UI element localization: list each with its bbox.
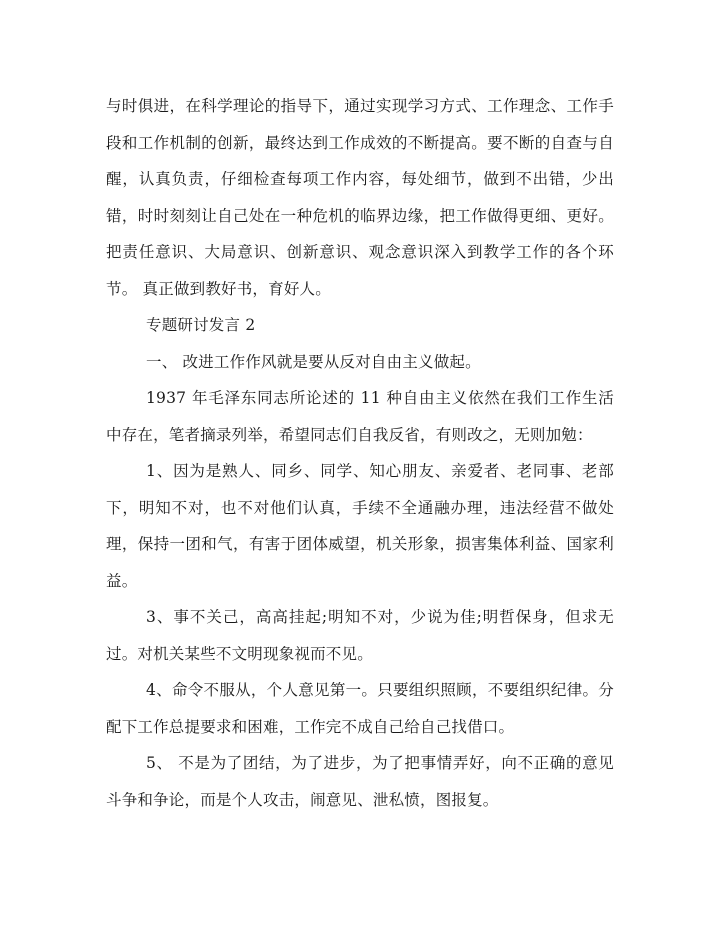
subsection-heading: 一、 改进工作作风就是要从反对自由主义做起。 xyxy=(146,352,481,371)
list-item-paragraph: 4、命令不服从，个人意见第一。只要组织照顾，不要组织纪律。分配下工作总提要求和困难，工作完不成自己给自己找借口。 xyxy=(106,681,614,736)
section-heading: 专题研讨发言 2 xyxy=(146,316,256,334)
list-item-paragraph: 3、事不关己，高高挂起;明知不对，少说为佳;明哲保身，但求无过。对机关某些不文明现象视而不见。 xyxy=(106,608,614,663)
list-item-paragraph: 5、 不是为了团结，为了进步，为了把事情弄好，向不正确的意见斗争和争论，而是个人攻击，闹意见、泄私愤，图报复。 xyxy=(106,754,614,809)
list-item-paragraph: 1、因为是熟人、同乡、同学、知心朋友、亲爱者、老同事、老部下，明知不对，也不对他们认真，手续不全通融办理，违法经营不做处理，保持一团和气，有害于团体威望，机关形象，损害集体利益、国家利益。 xyxy=(106,462,614,590)
body-paragraph: 与时俱进，在科学理论的指导下，通过实现学习方式、工作理念、工作手段和工作机制的创新，最终达到工作成效的不断提高。要不断的自查与自醒，认真负责，仔细检查每项工作内容，每处细节，做到不出错，少出错，时时刻刻让自己处在一种危机的临界边缘，把工作做得更细、更好。把责任意识、大局意识、创新意识、观念意识深入到教学工作的各个环节。 真正做到教好书，育好人。 xyxy=(106,97,614,298)
body-paragraph: 1937 年毛泽东同志所论述的 11 种自由主义依然在我们工作生活中存在，笔者摘录列举，希望同志们自我反省，有则改之，无则加勉： xyxy=(106,389,614,444)
document-body xyxy=(106,88,614,818)
